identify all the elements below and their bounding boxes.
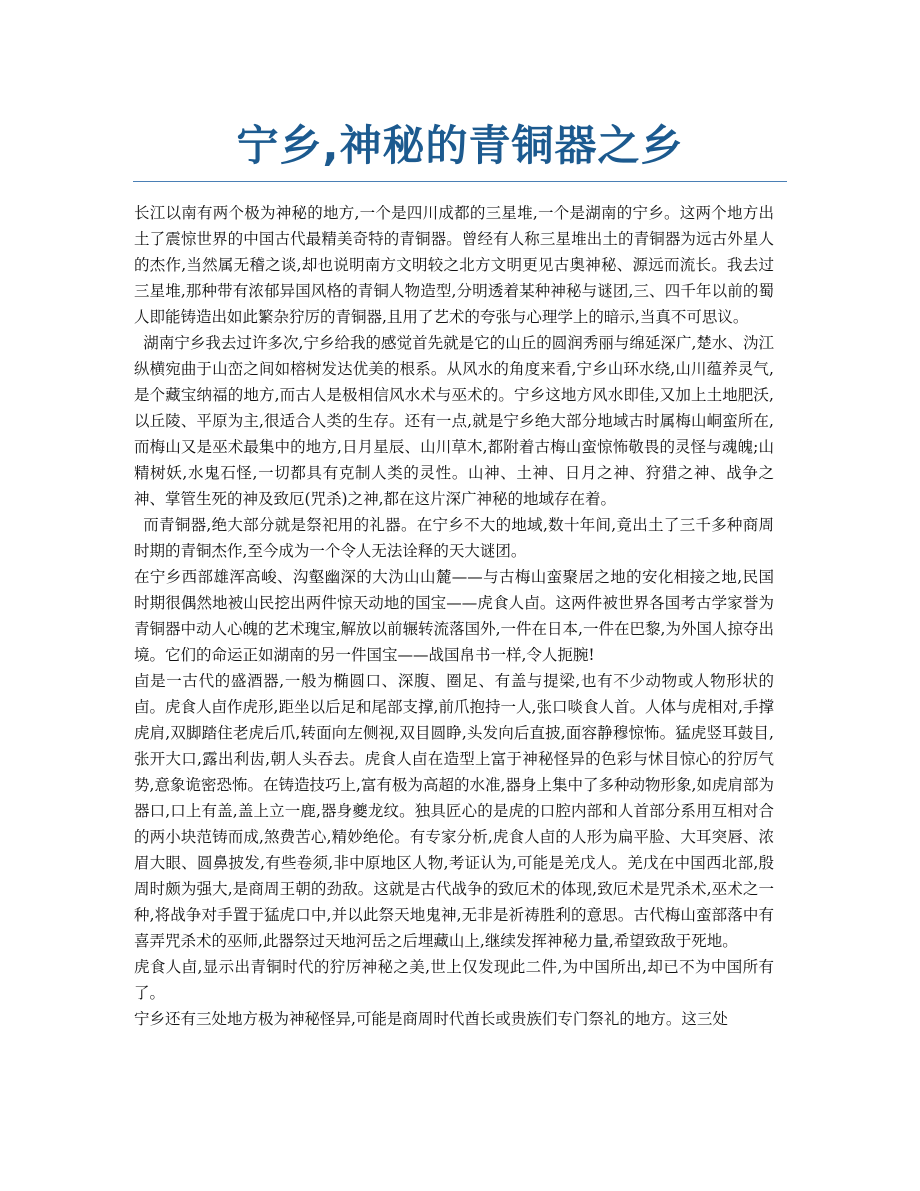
document-title: 宁乡,神秘的青铜器之乡 (236, 121, 684, 170)
document-body (134, 200, 774, 1032)
paragraph-1: 长江以南有两个极为神秘的地方,一个是四川成都的三星堆,一个是湖南的宁乡。这两个地方出土了震惊世界的中国古代最精美奇特的青铜器。曾经有人称三星堆出土的青铜器为远古外星人的杰作,当然属无稽之谈,却也说明南方文明较之北方文明更见古奥神秘、源远而流长。我去过三星堆,那种带有浓郁异国风格的青铜人物造型,分明透着某种神秘与谜团,三、四千年以前的蜀人即能铸造出如此繁杂狞厉的青铜器,且用了艺术的夸张与心理学上的暗示,当真不可思议。 (134, 204, 774, 326)
paragraph-5: 卣是一古代的盛酒器,一般为椭圆口、深腹、圈足、有盖与提梁,也有不少动物或人物形状的卣。虎食人卣作虎形,距坐以后足和尾部支撑,前爪抱持一人,张口啖食人首。人体与虎相对,手撑虎肩,双脚踏住老虎后爪,转面向左侧视,双目圆睁,头发向后直披,面容静穆惊怖。猛虎竖耳鼓目,张开大口,露出利齿,朝人头吞去。虎食人卣在造型上富于神秘怪异的色彩与怵目惊心的狞厉气势,意象诡密恐怖。在铸造技巧上,富有极为高超的水准,器身上集中了多种动物形象,如虎肩部为器口,口上有盖,盖上立一鹿,器身夔龙纹。独具匠心的是虎的口腔内部和人首部分系用互相对合的两小块范铸而成,煞费苦心,精妙绝伦。有专家分析,虎食人卣的人形为扁平脸、大耳突唇、浓眉大眼、圆鼻披发,有些卷须,非中原地区人物,考证认为,可能是羌戊人。羌戊在中国西北部,殷周时颇为强大,是商周王朝的劲敌。这就是古代战争的致厄术的体现,致厄术是咒杀术,巫术之一种,将战争对手置于猛虎口中,并以此祭天地鬼神,无非是祈祷胜利的意思。古代梅山蛮部落中有喜弄咒杀术的巫师,此器祭过天地河岳之后埋藏山上,继续发挥神秘力量,希望致敌于死地。 (134, 672, 774, 950)
paragraph-6: 虎食人卣,显示出青铜时代的狞厉神秘之美,世上仅发现此二件,为中国所出,却已不为中国所有了。 (134, 958, 774, 1002)
paragraph-7: 宁乡还有三处地方极为神秘怪异,可能是商周时代酋长或贵族们专门祭礼的地方。这三处 (134, 1010, 728, 1028)
title-divider (133, 181, 787, 182)
paragraph-4: 在宁乡西部雄浑高峻、沟壑幽深的大沩山山麓——与古梅山蛮聚居之地的安化相接之地,民国时期很偶然地被山民挖出两件惊天动地的国宝——虎食人卣。这两件被世界各国考古学家誉为青铜器中动人心魄的艺术瑰宝,解放以前辗转流落国外,一件在日本,一件在巴黎,为外国人掠夺出境。它们的命运正如湖南的另一件国宝——战国帛书一样,令人扼腕! (134, 568, 774, 664)
paragraph-3: 而青铜器,绝大部分就是祭祀用的礼器。在宁乡不大的地域,数十年间,竟出土了三千多种商周时期的青铜杰作,至今成为一个令人无法诠释的天大谜团。 (134, 516, 774, 560)
paragraph-2: 湖南宁乡我去过许多次,宁乡给我的感觉首先就是它的山丘的圆润秀丽与绵延深广,楚水、沩江纵横宛曲于山峦之间如榕树发达优美的根系。从风水的角度来看,宁乡山环水绕,山川蕴养灵气,是个藏宝纳福的地方,而古人是极相信风水术与巫术的。宁乡这地方风水即佳,又加上土地肥沃,以丘陵、平原为主,很适合人类的生存。还有一点,就是宁乡绝大部分地域古时属梅山峒蛮所在,而梅山又是巫术最集中的地方,日月星辰、山川草木,都附着古梅山蛮惊怖敬畏的灵怪与魂魄;山精树妖,水鬼石怪,一切都具有克制人类的灵性。山神、土神、日月之神、狩猎之神、战争之神、掌管生死的神及致厄(咒杀)之神,都在这片深广神秘的地域存在着。 (134, 334, 774, 508)
